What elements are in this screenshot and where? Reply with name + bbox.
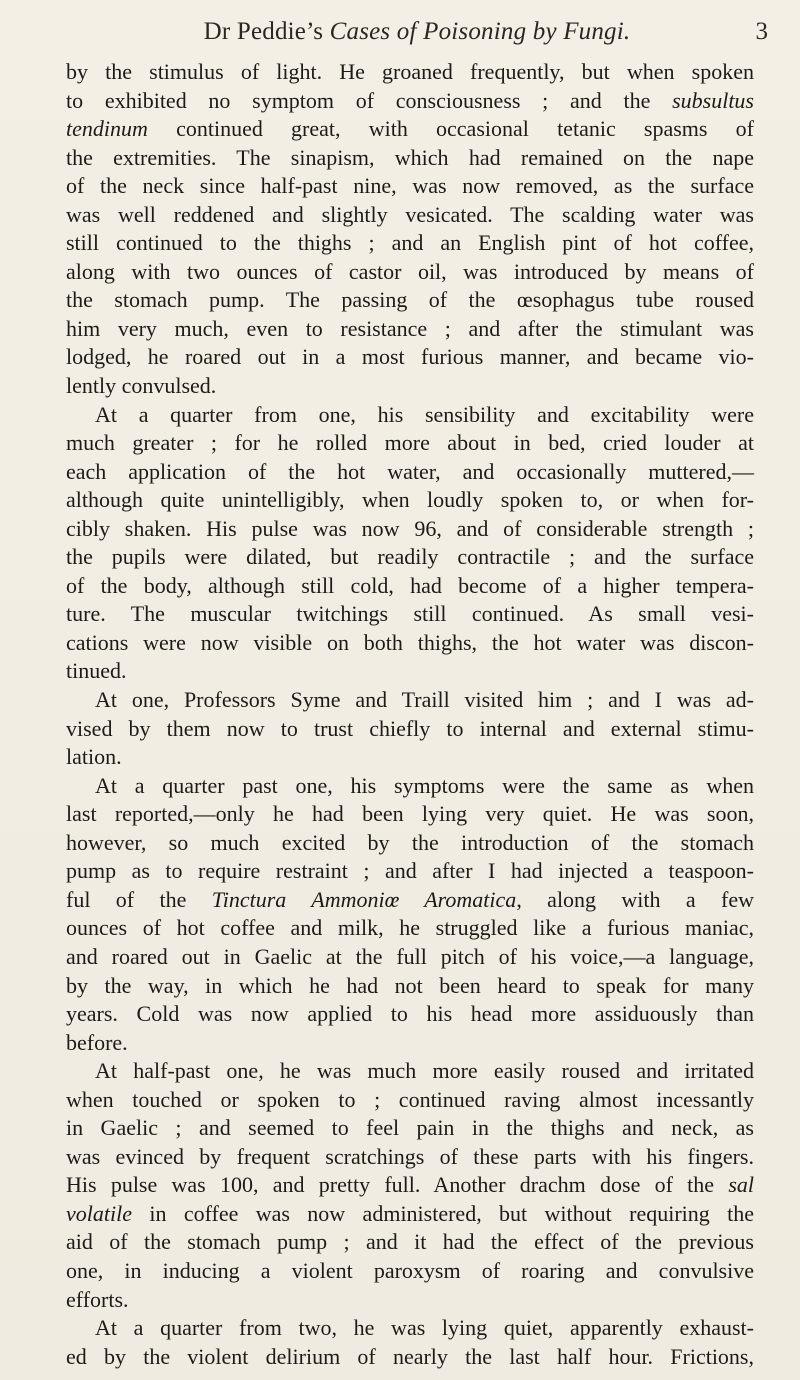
text-segment: At one, Professors Syme and Traill visited him ; and I was ad- xyxy=(95,687,754,713)
text-line xyxy=(66,829,754,858)
text-line xyxy=(66,772,754,801)
text-segment: At a quarter from two, he was lying quiet, apparently exhaust- xyxy=(95,1315,754,1341)
text-line xyxy=(66,286,754,315)
text-segment: vised by them now to trust chiefly to internal and external stimu- xyxy=(66,715,754,741)
italic-text-segment: volatile xyxy=(66,1200,132,1226)
text-line xyxy=(66,943,754,972)
text-line xyxy=(66,715,754,744)
text-segment: of the body, although still cold, had become of a higher tempera- xyxy=(66,572,754,598)
text-line xyxy=(66,1171,754,1200)
text-line xyxy=(66,229,754,258)
text-line xyxy=(66,172,754,201)
text-segment: one, in inducing a violent paroxysm of roaring and convulsive xyxy=(66,1257,754,1283)
running-head-title-italic: Cases of Poisoning by Fungi. xyxy=(329,18,631,45)
text-line xyxy=(66,144,754,173)
text-line xyxy=(66,686,754,715)
text-segment: by the way, in which he had not been heard to speak for many xyxy=(66,972,754,998)
body-text xyxy=(66,58,754,1371)
text-line xyxy=(66,343,754,372)
text-line xyxy=(66,401,754,430)
text-line xyxy=(66,1057,754,1086)
text-segment: was well reddened and slightly vesicated. The scalding water was xyxy=(66,201,754,227)
text-segment: much greater ; for he rolled more about in bed, cried louder at xyxy=(66,430,754,456)
text-segment: At a quarter past one, his symptoms were the same as when xyxy=(95,772,754,798)
text-line xyxy=(66,572,754,601)
text-segment: each application of the hot water, and occasionally muttered,— xyxy=(66,458,754,484)
italic-text-segment: tendinum xyxy=(66,116,148,142)
text-segment: lodged, he roared out in a most furious manner, and became vio- xyxy=(66,344,754,370)
text-segment: the stomach pump. The passing of the œsophagus tube roused xyxy=(66,287,754,313)
text-line xyxy=(66,800,754,829)
text-line xyxy=(66,1029,754,1058)
text-segment: pump as to require restraint ; and after I had injected a teaspoon- xyxy=(66,858,754,884)
text-segment: was evinced by frequent scratchings of these parts with his fingers. xyxy=(66,1143,754,1169)
text-line xyxy=(66,486,754,515)
text-segment: the extremities. The sinapism, which had remained on the nape xyxy=(66,144,754,170)
text-segment: and roared out in Gaelic at the full pitch of his voice,—a language, xyxy=(66,943,754,969)
text-segment: cibly shaken. His pulse was now 96, and of considerable strength ; xyxy=(66,515,754,541)
running-head xyxy=(66,12,768,52)
text-line xyxy=(66,58,754,87)
text-segment: ed by the violent delirium of nearly the last half hour. Frictions, xyxy=(66,1343,754,1369)
text-line xyxy=(66,743,754,772)
italic-text-segment: Tinctura Ammoniœ Aromatica xyxy=(211,886,517,912)
running-head-author: Dr Peddie’s xyxy=(203,18,330,45)
text-segment: At a quarter from one, his sensibility and excitability were xyxy=(95,401,754,427)
text-line xyxy=(66,1114,754,1143)
text-line xyxy=(66,1314,754,1343)
text-segment: along with two ounces of castor oil, was introduced by means of xyxy=(66,258,754,284)
text-line xyxy=(66,972,754,1001)
text-line xyxy=(66,1143,754,1172)
running-head-title xyxy=(66,18,738,46)
text-line xyxy=(66,1200,754,1229)
text-segment: when touched or spoken to ; continued raving almost incessantly xyxy=(66,1086,754,1112)
text-line xyxy=(66,87,754,116)
text-segment: ounces of hot coffee and milk, he struggled like a furious maniac, xyxy=(66,915,754,941)
text-line xyxy=(66,1228,754,1257)
text-line xyxy=(66,1257,754,1286)
text-line xyxy=(66,657,754,686)
italic-text-segment: subsultus xyxy=(672,87,754,113)
text-line xyxy=(66,629,754,658)
page-number: 3 xyxy=(755,18,768,45)
text-line xyxy=(66,458,754,487)
text-segment: before. xyxy=(66,1029,128,1055)
text-line xyxy=(66,315,754,344)
text-line xyxy=(66,857,754,886)
text-segment: to exhibited no symptom of consciousness ; and the xyxy=(66,87,673,113)
text-segment: last reported,—only he had been lying very quiet. He was soon, xyxy=(66,801,754,827)
italic-text-segment: sal xyxy=(728,1172,754,1198)
text-segment: still continued to the thighs ; and an English pint of hot coffee, xyxy=(66,230,754,256)
text-segment: At half-past one, he was much more easily roused and irritated xyxy=(95,1058,754,1084)
text-line xyxy=(66,1286,754,1315)
text-segment: efforts. xyxy=(66,1286,129,1312)
text-line xyxy=(66,515,754,544)
text-segment: cations were now visible on both thighs, the hot water was discon- xyxy=(66,629,754,655)
text-line xyxy=(66,115,754,144)
text-line xyxy=(66,914,754,943)
text-segment: ture. The muscular twitchings still continued. As small vesi- xyxy=(66,601,754,627)
text-line xyxy=(66,543,754,572)
text-segment: tinued. xyxy=(66,658,127,684)
text-segment: lently convulsed. xyxy=(66,373,217,399)
text-segment: lation. xyxy=(66,744,122,770)
text-line xyxy=(66,1086,754,1115)
text-segment: ful of the xyxy=(66,886,212,912)
text-segment: by the stimulus of light. He groaned frequently, but when spoken xyxy=(66,59,754,84)
text-line xyxy=(66,886,754,915)
text-line xyxy=(66,1000,754,1029)
text-segment: however, so much excited by the introduction of the stomach xyxy=(66,829,754,855)
text-segment: years. Cold was now applied to his head more assiduously than xyxy=(66,1001,754,1027)
text-segment: although quite unintelligibly, when loudly spoken to, or when for- xyxy=(66,487,754,513)
text-segment: continued great, with occasional tetanic spasms of xyxy=(147,116,754,142)
text-segment: him very much, even to resistance ; and after the stimulant was xyxy=(66,315,754,341)
text-segment: His pulse was 100, and pretty full. Another drachm dose of the xyxy=(66,1172,729,1198)
text-line xyxy=(66,1343,754,1372)
text-line xyxy=(66,258,754,287)
text-line xyxy=(66,429,754,458)
text-segment: , along with a few xyxy=(516,886,754,912)
text-line xyxy=(66,201,754,230)
text-segment: of the neck since half-past nine, was now removed, as the surface xyxy=(66,173,754,199)
text-segment: aid of the stomach pump ; and it had the effect of the previous xyxy=(66,1229,754,1255)
text-segment: in coffee was now administered, but without requiring the xyxy=(131,1200,754,1226)
text-line xyxy=(66,600,754,629)
text-segment: in Gaelic ; and seemed to feel pain in the thighs and neck, as xyxy=(66,1115,754,1141)
text-line xyxy=(66,372,754,401)
text-segment: the pupils were dilated, but readily contractile ; and the surface xyxy=(66,544,754,570)
